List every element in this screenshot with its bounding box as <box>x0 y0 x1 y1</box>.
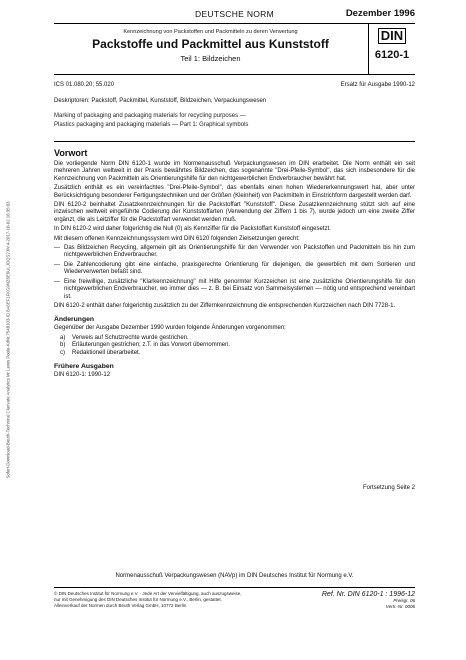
list-item-text: Die Zahlencodierung gibt eine einfache, praxisgerechte Orientierung für diejenigen, die gewerblich mit dem Sortieren und Wiederverwerten befaßt sind. <box>64 261 415 276</box>
top-bar <box>54 7 415 23</box>
ics-code: ICS 01.080.20; 55.020 <box>54 82 115 88</box>
foreword-paragraph: DIN 6120-2 beinhaltet Zusatzkennzeichnungen für die Packstoffart "Kunststoff". Diese Zusatzkennzeichnung stützt sich auf eine inzwischen weltweit eingeführte Codierung der Kunststoffarten (Verwendung der Ziffern 1 bis 7), wurde jedoch um eine zweite Ziffer ergänzt, die als Leitziffer für die Packstoffart verwendet werden muß. <box>54 202 415 223</box>
standard-label: DEUTSCHE NORM <box>195 9 274 19</box>
list-item-text: Eine freiwillige, zusätzliche "Klarkennzeichnung" mit Hilfe genormter Kurzzeichen ist eine zusätzliche Orientierungshilfe für den nichtgewerblichen Endverbraucher, wo immer dies — z. B. bei Einsatz von Sammelsystemen — nötig und entsprechend vereinbart ist. <box>64 278 415 300</box>
divider <box>54 141 415 142</box>
copyright-line: © DIN Deutsches Institut für Normung e.V. · Jede Art der Vervielfältigung, auch auszugsweise, <box>54 591 242 596</box>
issue-date: Dezember 1996 <box>345 8 415 19</box>
list-item-text: Das Bildzeichen Recycling, allgemein gilt als Orientierungshilfe für den Verwender von Packstoffen und Packmitteln bis hin zum nichtgewerblichen Endverbraucher. <box>64 245 415 259</box>
list-item-text: Verweis auf Schutzrechte wurde gestrichen. <box>72 334 189 341</box>
din-number: 6120-1 <box>374 49 410 61</box>
copyright-line: Alleinverkauf der Normen durch Beuth Verlag GmbH, 10772 Berlin <box>54 603 187 608</box>
list-item-text: Redaktionell überarbeitet. <box>72 349 141 356</box>
list-marker: a) <box>60 334 66 341</box>
continuation-note: Fortsetzung Seite 2 <box>362 485 415 491</box>
foreword-paragraph: DIN 6120-2 enthält daher folgerichtig zusätzlich zu der Ziffernkennzeichnung die entsprechenden Kurzzeichen nach DIN 7728-1. <box>54 302 396 309</box>
title-subline: Kennzeichnung von Packstoffen und Packmitteln zu deren Verwertung <box>123 29 298 35</box>
list-marker: b) <box>60 342 66 349</box>
price-group: Preisgr. 06 <box>393 598 415 603</box>
side-watermark <box>3 40 13 640</box>
changes-heading: Änderungen <box>54 316 95 324</box>
list-item-text: Erläuterungen gestrichen; z.T. in das Vorwort übernommen. <box>72 342 231 349</box>
publisher-line: Normenausschuß Verpackungswesen (NAVp) im DIN Deutsches Institut für Normung e.V. <box>115 573 354 579</box>
document-part: Teil 1: Bildzeichen <box>180 54 241 63</box>
foreword-paragraph: In DIN 6120-2 wird daher folgerichtig die Null (0) als Kennziffer für die Packstoffart Kunststoff eingesetzt. <box>54 226 331 233</box>
reference-block <box>322 591 415 610</box>
english-title <box>54 112 415 129</box>
list-item <box>54 350 415 357</box>
sales-number: Vertr.-Nr. 0006 <box>385 604 415 609</box>
foreword-paragraph: Die vorliegende Norm DIN 6120-1 wurde im Normenausschuß Verpackungswesen im DIN erarbeitet. Die Norm enthält ein seit mehreren Jahren weltweit in der Praxis bewährtes Bildzeichen, das sogenannte "Drei-Pfeile-Symbol", das sich insbesondere für die Kennzeichnung von Packmitteln als Orientierungshilfe für den nichtgewerblichen Endverbraucher bewährt hat. <box>54 161 415 182</box>
list-marker: c) <box>60 349 65 356</box>
footer <box>54 587 415 628</box>
document-page <box>54 7 415 652</box>
changes-intro: Gegenüber der Ausgabe Dezember 1990 wurden folgende Änderungen vorgenommen: <box>54 325 286 332</box>
meta-row <box>54 82 415 94</box>
din-logo: DIN <box>378 28 406 44</box>
copyright-block <box>54 591 324 609</box>
english-title-line: Marking of packaging and packaging materials for recycling purposes — <box>54 113 246 119</box>
reference-number: Ref. Nr. DIN 6120-1 : 1996-12 <box>321 591 415 598</box>
copyright-line: nur mit Genehmigung des DIN Deutsches Institut für Normung e.V., Berlin, gestattet. <box>54 597 222 602</box>
list-item: — Die Zahlencodierung gibt eine einfache, praxisgerechte Orientierung für diejenigen, die gewerblich mit dem Sortieren und Wiederverwerten befaßt sind. <box>54 261 415 276</box>
list-item: — Eine freiwillige, zusätzliche "Klarkennzeichnung" mit Hilfe genormter Kurzzeichen ist eine zusätzliche Orientierungshilfe für den nichtgewerblichen Endverbraucher, wo immer dies — z. B. bei Einsatz von Sammelsystemen — nötig und entsprechend vereinbart ist. <box>54 278 415 300</box>
document-title: Packstoffe und Packmittel aus Kunststoff <box>92 37 329 51</box>
replacement-note: Ersatz für Ausgabe 1990-12 <box>340 82 415 88</box>
earlier-editions-text: DIN 6120-1: 1990-12 <box>54 371 111 378</box>
list-item <box>54 335 415 342</box>
foreword-heading: Vorwort <box>54 148 88 158</box>
earlier-editions-heading: Frühere Ausgaben <box>54 362 114 370</box>
list-item <box>54 342 415 349</box>
english-title-line: Plastics packaging and packaging materials — Part 1: Graphical symbols <box>54 121 249 128</box>
list-item: — Das Bildzeichen Recycling, allgemein gilt als Orientierungshilfe für den Verwender von Packstoffen und Packmitteln bis hin zum nichtgewerblichen Endverbraucher. <box>54 245 415 259</box>
foreword-paragraph: Zusätzlich enthält es ein vereinfachtes "Drei-Pfeile-Symbol", das ebenfalls einen hohen Wiedererkennungswert hat, aber unter Berücksichtigung besonderer Fertigungstechniken und der Größen (Kleinheit) von Packmitteln in Einstrichform dargestellt werden darf. <box>54 185 415 199</box>
descriptors: Deskriptoren: Packstoff, Packmittel, Kunststoff, Bildzeichen, Verpackungswesen <box>54 98 267 104</box>
title-block <box>54 23 415 75</box>
side-watermark-text: Sofort-Download-Beuth-Technical Clarivate Analytics Mr Lewis Poole-KdNr.7548103-ID.8A6EF1FKG9NZ6E6ULJDQS2JW.4-2017-10-02 18:35:03 <box>5 201 11 479</box>
din-box <box>368 24 415 74</box>
foreword-paragraph: Mit diesem offenen Kennzeichnungssystem wird DIN 6120 folgenden Zielsetzungen gerecht: <box>54 235 300 242</box>
title-area <box>54 24 367 74</box>
